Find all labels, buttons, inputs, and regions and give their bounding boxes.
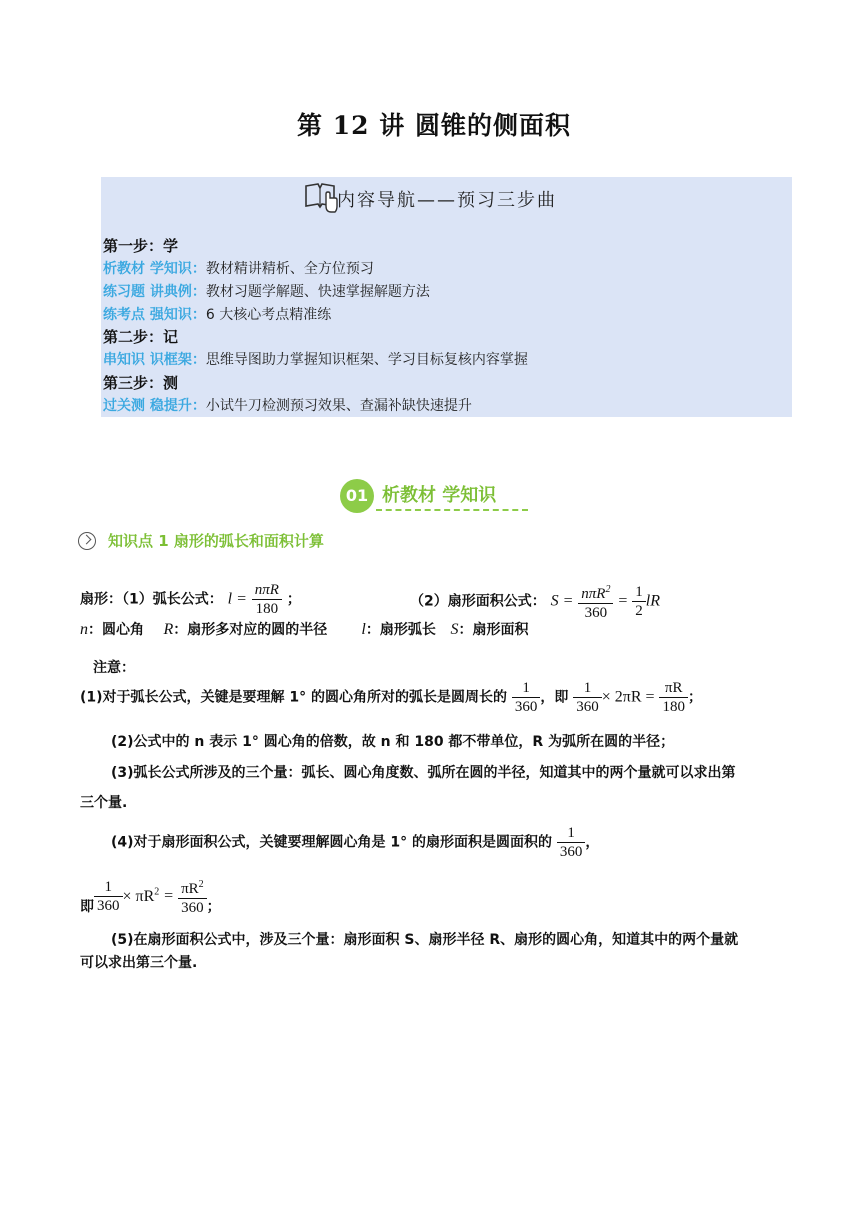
note-4-end: ， [585, 834, 600, 851]
note-4-text: (4)对于扇形面积公式，关键要理解圆心角是 1° 的扇形面积是圆面积的 [111, 834, 553, 851]
note-1-fraction-2 [573, 679, 602, 716]
area-fraction [578, 581, 613, 622]
nav-step-2: 第二步：记 [103, 328, 179, 346]
note-4b-result [178, 876, 207, 917]
note-4-fraction [557, 824, 586, 861]
book-pointer-icon [304, 180, 338, 216]
formula-arc-line [80, 581, 301, 618]
frac-num: 1 [512, 679, 541, 698]
note-4b [80, 876, 221, 917]
def-text: ：扇形弧长 [365, 622, 436, 638]
note-1 [80, 679, 702, 716]
nav-line-8 [103, 395, 472, 417]
area-tail: lR [645, 592, 660, 610]
def-text: ：扇形多对应的圆的半径 [173, 622, 328, 638]
definitions-line [80, 619, 528, 639]
nav-line-4 [103, 304, 331, 326]
frac-den: 360 [181, 900, 204, 916]
note-1-times: × 2πR = [601, 688, 655, 706]
nav-label: 析教材 学知识： [103, 261, 206, 277]
knowledge-point-title: 知识点 1 扇形的弧长和面积计算 [108, 532, 324, 550]
arc-lhs: l = [227, 590, 247, 608]
area-numerator-text: nπR [581, 586, 606, 602]
nav-header-text: 内容导航——预习三步曲 [337, 190, 557, 211]
frac-den: 360 [576, 699, 599, 715]
area-numerator: nπR$^2$ [578, 581, 613, 604]
frac-den: 180 [662, 699, 685, 715]
nav-line-7 [103, 372, 178, 395]
arc-numerator: nπR [252, 581, 282, 600]
nav-desc: 教材精讲精析、全方位预习 [205, 261, 374, 277]
def-sym: S [450, 621, 459, 638]
note-4b-end: ； [206, 898, 221, 915]
frac-num: 1 [94, 878, 123, 897]
nav-desc: 思维导图助力掌握知识框架、学习目标复核内容掌握 [205, 352, 528, 368]
nav-line-6 [103, 349, 528, 371]
frac-num: $\pi R^2$ [178, 876, 207, 899]
frac-den: 360 [97, 898, 120, 914]
nav-label: 串知识 识框架： [103, 352, 206, 368]
arc-denominator: 180 [255, 601, 279, 617]
nav-label: 练考点 强知识： [103, 307, 206, 323]
nav-desc: 6 大核心考点精准练 [205, 307, 332, 323]
section-heading [340, 477, 540, 517]
notes-heading: 注意： [93, 660, 135, 676]
frac-num: 1 [573, 679, 602, 698]
arc-fraction [252, 581, 282, 618]
def-sym: n [80, 621, 88, 638]
half-fraction [632, 583, 646, 620]
note-4 [111, 824, 599, 861]
note-1-fraction [512, 679, 541, 716]
note-5b: 可以求出第三个量. [80, 955, 198, 971]
note-5a: (5)在扇形面积公式中，涉及三个量：扇形面积 S、扇形半径 R、扇形的圆心角，知道其中的两个量就 [111, 932, 739, 948]
arrow-circle-icon [78, 532, 96, 550]
equals: = [618, 592, 628, 610]
nav-label: 练习题 讲典例： [103, 284, 206, 300]
frac-den: 360 [514, 699, 538, 715]
semicolon: ； [286, 591, 301, 608]
area-label: （2）扇形面积公式： [410, 593, 546, 610]
note-1-end: ； [687, 689, 702, 706]
note-1-mid: ，即 [540, 689, 569, 706]
half-numerator: 1 [632, 583, 646, 602]
equals: = [164, 887, 174, 905]
page-title: 第 12 讲 圆锥的侧面积 [297, 111, 571, 140]
half-denominator: 2 [635, 603, 643, 619]
def-sym: R [163, 621, 174, 638]
section-title: 析教材 学知识 [382, 485, 497, 506]
frac-num-text: πR [181, 881, 199, 897]
note-1-result [659, 679, 688, 716]
note-3a: (3)弧长公式所涉及的三个量：弧长、圆心角度数、弧所在圆的半径，知道其中的两个量就可以求出第 [111, 765, 736, 781]
frac-num: 1 [557, 824, 586, 843]
note-4b-fraction [94, 878, 123, 915]
nav-desc: 教材习题学解题、快速掌握解题方法 [205, 284, 430, 300]
nav-line-2 [103, 258, 374, 280]
nav-line-1 [103, 235, 178, 258]
note-3b: 三个量. [80, 795, 128, 811]
nav-step-3: 第三步：测 [103, 374, 179, 392]
note-4b-times: × $\pi R^2$ [122, 886, 160, 905]
def-sym: l [361, 621, 366, 638]
section-underline [376, 509, 528, 511]
nav-desc: 小试牛刀检测预习效果、查漏补缺快速提升 [205, 398, 472, 414]
nav-line-3 [103, 281, 430, 303]
frac-den: 360 [559, 844, 583, 860]
area-lhs: S = [550, 592, 574, 610]
note-1-text: (1)对于弧长公式，关键是要理解 1° 的圆心角所对的弧长是圆周长的 [80, 689, 508, 706]
nav-step-1: 第一步：学 [103, 237, 179, 255]
def-text: ：圆心角 [88, 622, 144, 638]
def-text: ：扇形面积 [458, 622, 529, 638]
area-denominator: 360 [584, 605, 608, 621]
note-4b-times-text: × πR [122, 887, 155, 905]
formula-area-line [410, 581, 660, 622]
sector-label: 扇形：（1）弧长公式： [80, 591, 223, 608]
nav-header [300, 178, 600, 218]
note-4b-prefix: 即 [80, 898, 94, 915]
nav-line-5 [103, 326, 178, 349]
section-number-badge: 01 [340, 479, 374, 513]
frac-num: πR [659, 679, 688, 698]
note-2: (2)公式中的 n 表示 1° 圆心角的倍数，故 n 和 180 都不带单位，R 为弧所在圆的半径； [111, 734, 675, 750]
nav-label: 过关测 稳提升： [103, 398, 206, 414]
